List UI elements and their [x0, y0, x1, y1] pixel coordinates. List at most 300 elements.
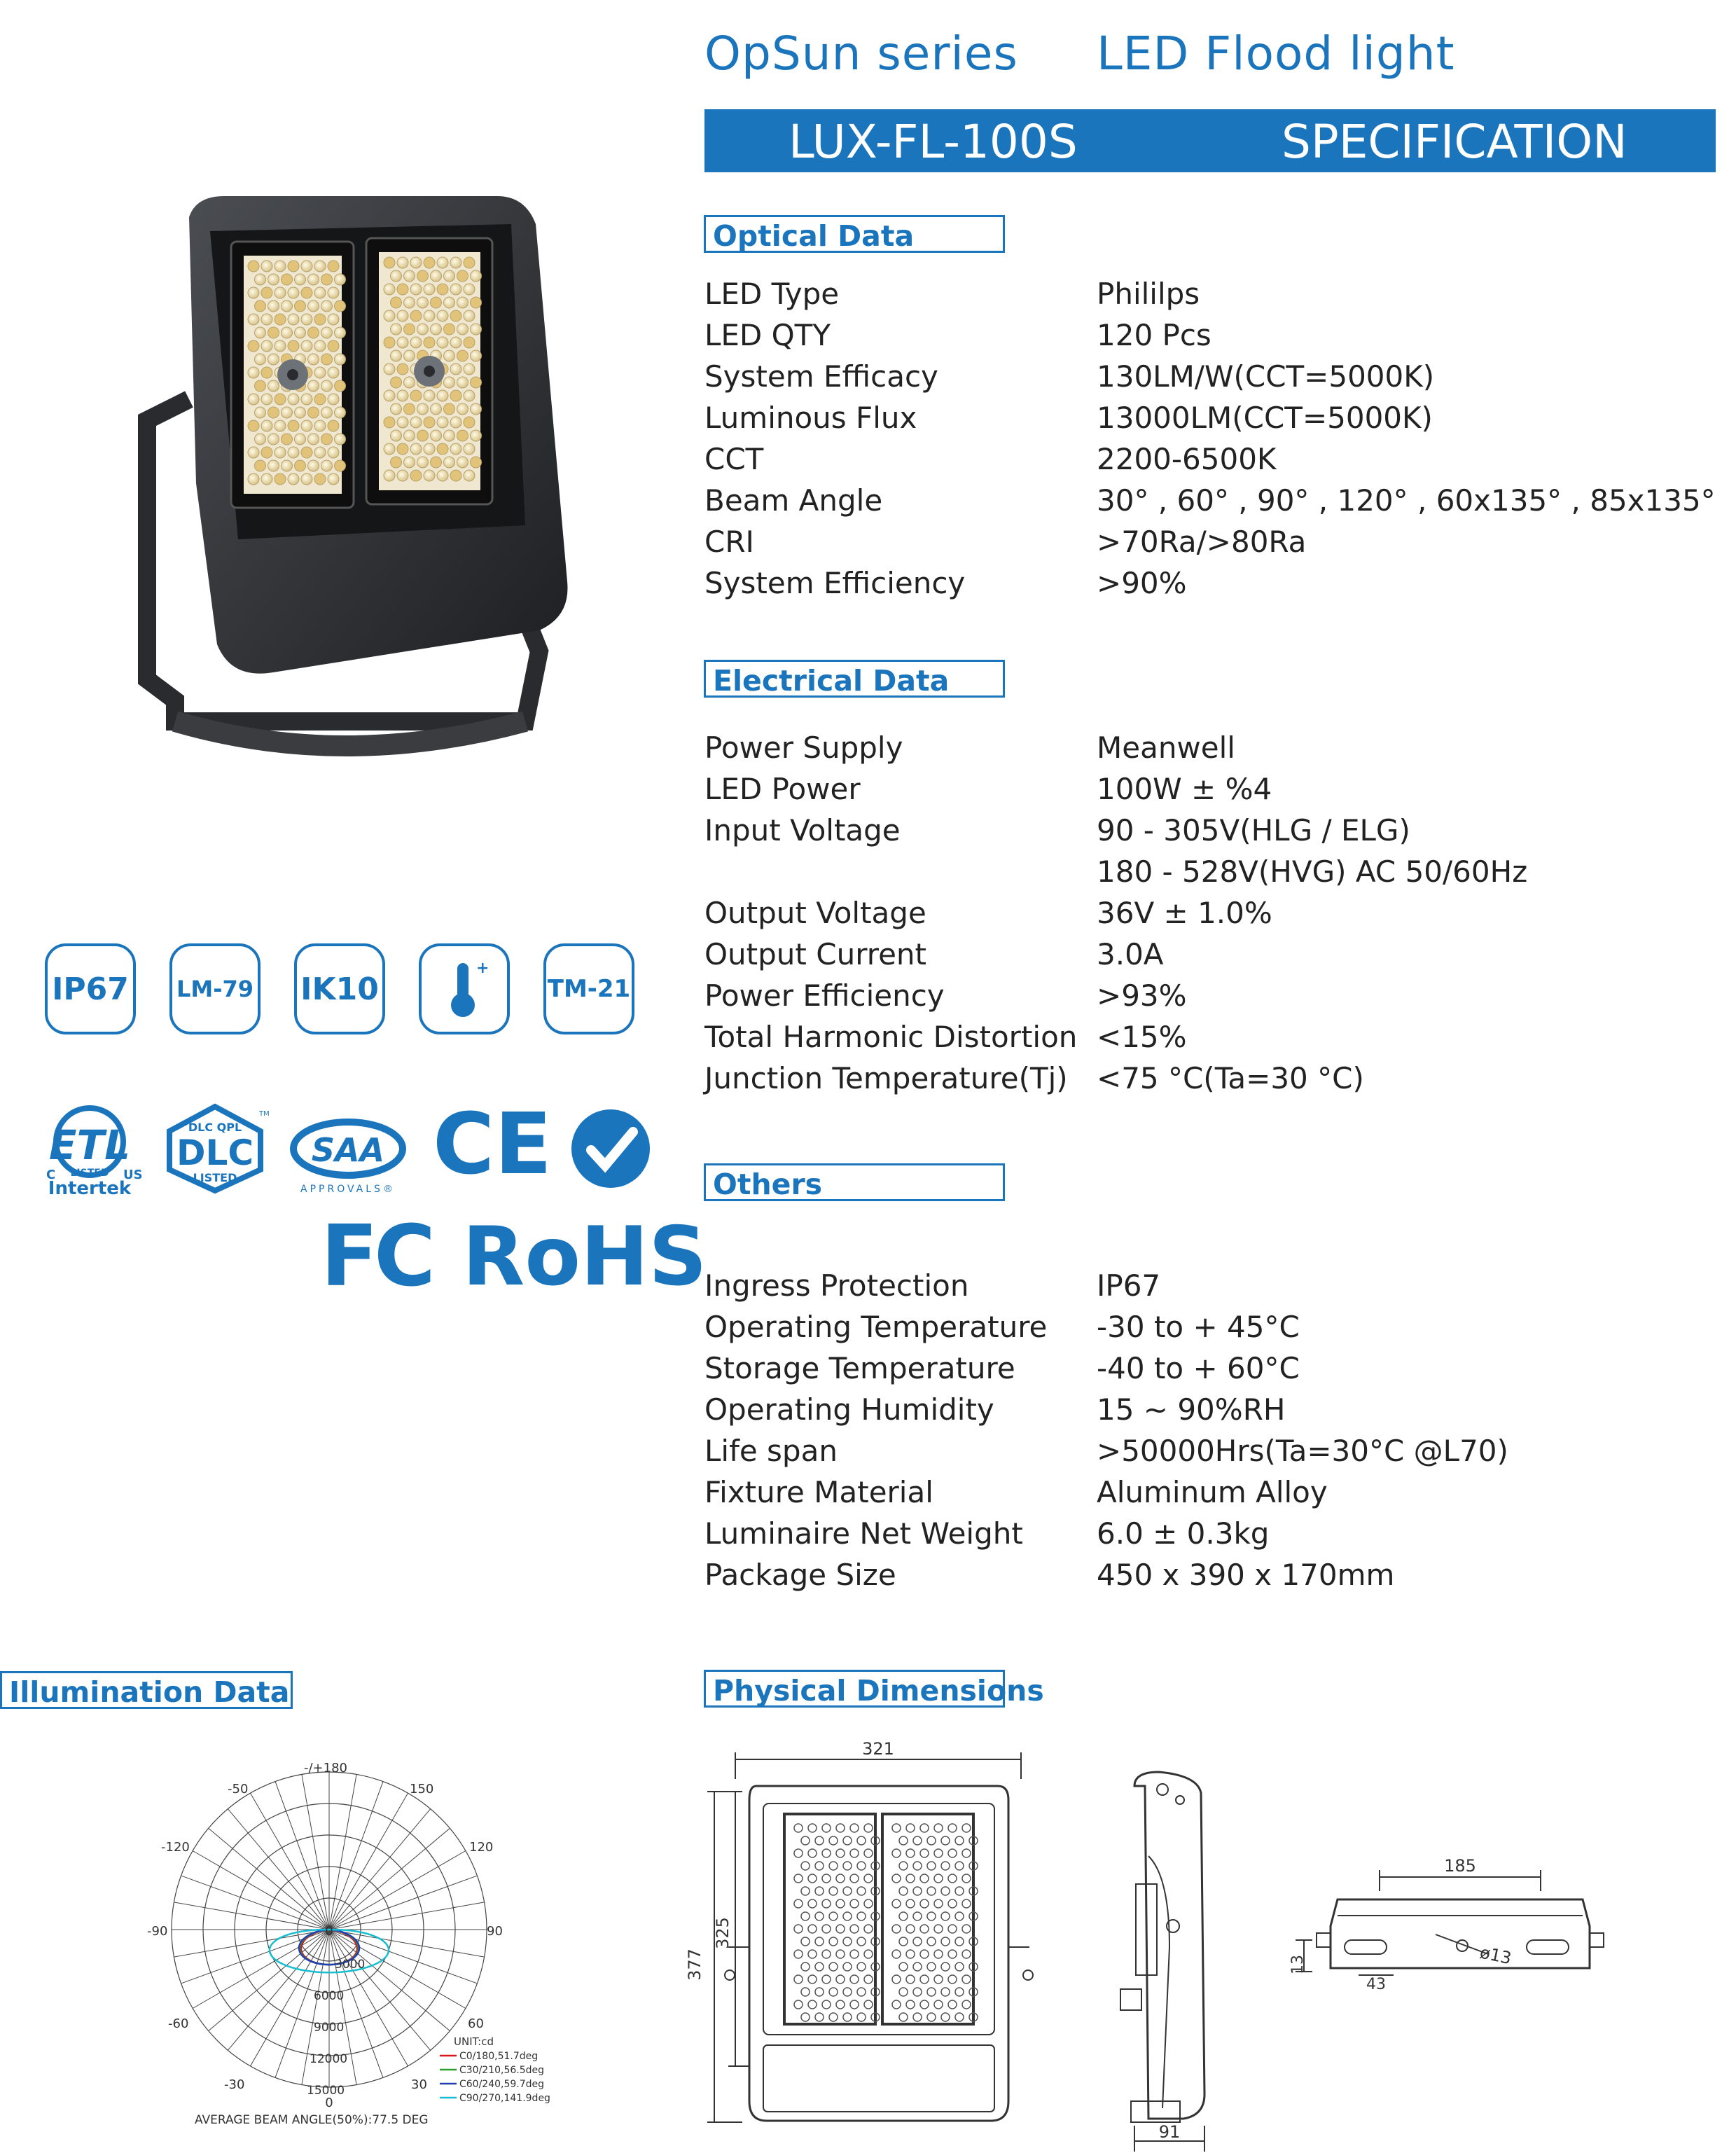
- led-chip: [282, 300, 293, 312]
- led-outline: [934, 1899, 943, 1908]
- led-outline: [906, 1925, 915, 1933]
- led-outline: [808, 1899, 817, 1908]
- spec-value: 6.0 ± 0.3kg: [1097, 1516, 1270, 1551]
- led-chip: [308, 327, 319, 338]
- legend-label: C60/240,59.7deg: [459, 2079, 545, 2090]
- led-chip: [391, 350, 402, 361]
- led-outline: [962, 1925, 971, 1933]
- spec-row: [704, 397, 1713, 438]
- led-outline: [906, 1975, 915, 1984]
- led-chip: [471, 403, 482, 415]
- led-outline: [934, 1824, 943, 1832]
- led-chip: [295, 327, 306, 338]
- spec-label: Ingress Protection: [704, 1268, 969, 1303]
- led-outline: [941, 1887, 950, 1895]
- led-outline: [913, 2013, 922, 2021]
- led-chip: [248, 420, 259, 431]
- led-chip: [301, 447, 312, 458]
- led-outline: [822, 1874, 831, 1883]
- led-chip: [457, 297, 468, 308]
- depth-dimension: 91: [1158, 2122, 1181, 2142]
- led-chip: [464, 417, 475, 428]
- led-chip: [295, 434, 306, 445]
- led-outline: [927, 1887, 936, 1895]
- led-outline: [815, 1836, 824, 1845]
- led-outline: [934, 1849, 943, 1857]
- spec-value: 120 Pcs: [1097, 318, 1211, 352]
- spec-label: CCT: [704, 442, 764, 476]
- led-chip: [384, 443, 395, 455]
- led-outline: [857, 1912, 866, 1920]
- led-chip: [282, 407, 293, 418]
- width-dimension: 321: [862, 1739, 894, 1759]
- led-chip: [391, 377, 402, 388]
- led-outline: [801, 1988, 810, 1996]
- led-chip: [437, 284, 448, 295]
- angle-label: 0: [325, 1924, 333, 1939]
- spec-row: [704, 727, 1713, 768]
- led-chip: [410, 284, 422, 295]
- led-chip: [437, 390, 448, 401]
- led-chip: [397, 390, 408, 401]
- angle-label: -120: [161, 1840, 190, 1855]
- spec-value: <15%: [1097, 1020, 1187, 1054]
- led-chip: [404, 457, 415, 468]
- led-outline: [808, 1975, 817, 1984]
- led-chip: [261, 367, 272, 378]
- led-chip: [275, 340, 286, 352]
- spec-row: [704, 1306, 1713, 1348]
- led-outline: [836, 1849, 845, 1857]
- led-chip: [404, 403, 415, 415]
- led-outline: [955, 1962, 964, 1971]
- led-outline: [899, 2013, 908, 2021]
- spec-row: [704, 1472, 1713, 1513]
- led-outline: [899, 1962, 908, 1971]
- led-outline: [836, 1899, 845, 1908]
- led-chip: [391, 297, 402, 308]
- svg-text:TM: TM: [259, 1110, 270, 1118]
- led-chip: [248, 394, 259, 405]
- led-chip: [314, 473, 326, 485]
- led-chip: [268, 354, 279, 365]
- led-outline: [808, 1950, 817, 1958]
- led-chip: [314, 367, 326, 378]
- led-chip: [410, 390, 422, 401]
- led-chip: [397, 310, 408, 321]
- led-chip: [391, 270, 402, 282]
- led-chip: [321, 327, 333, 338]
- led-outline: [920, 1975, 929, 1984]
- led-chip: [248, 287, 259, 298]
- led-chip: [397, 337, 408, 348]
- led-chip: [391, 324, 402, 335]
- product-image: [133, 189, 581, 770]
- led-outline: [808, 1849, 817, 1857]
- led-chip: [464, 337, 475, 348]
- spec-row: [704, 1348, 1713, 1389]
- led-chip: [457, 324, 468, 335]
- led-chip: [288, 287, 299, 298]
- radial-label: 15000: [307, 2084, 345, 2098]
- led-outline: [955, 1862, 964, 1870]
- led-outline: [913, 1887, 922, 1895]
- led-chip: [450, 364, 461, 375]
- led-outline: [927, 2013, 936, 2021]
- led-chip: [248, 473, 259, 485]
- led-outline: [815, 1988, 824, 1996]
- led-outline: [808, 1824, 817, 1832]
- led-outline: [962, 2000, 971, 2009]
- unit-label: UNIT:cd: [454, 2035, 494, 2048]
- led-chip: [464, 443, 475, 455]
- led-chip: [444, 350, 455, 361]
- led-chip: [417, 270, 429, 282]
- led-chip: [450, 390, 461, 401]
- led-outline: [829, 1836, 838, 1845]
- led-outline: [822, 1849, 831, 1857]
- led-outline: [906, 1849, 915, 1857]
- led-chip: [335, 460, 346, 471]
- spec-row: [704, 1058, 1713, 1099]
- led-chip: [410, 310, 422, 321]
- led-chip: [268, 300, 279, 312]
- led-outline: [808, 2000, 817, 2009]
- led-chip: [404, 324, 415, 335]
- slot-dimension: 13: [1289, 1955, 1307, 1974]
- led-outline: [864, 1899, 873, 1908]
- spec-value: Phililps: [1097, 277, 1200, 311]
- polar-candela-diagram: [140, 1751, 574, 2143]
- spec-value: 130LM/W(CCT=5000K): [1097, 359, 1435, 394]
- led-outline: [794, 1975, 803, 1984]
- led-chip: [255, 380, 266, 392]
- led-chip: [431, 324, 442, 335]
- spec-label: Total Harmonic Distortion: [704, 1020, 1078, 1054]
- led-outline: [843, 1862, 852, 1870]
- angle-label: -30: [224, 2077, 245, 2092]
- led-chip: [314, 287, 326, 298]
- led-chip: [248, 367, 259, 378]
- led-chip: [391, 403, 402, 415]
- led-chip: [384, 257, 395, 268]
- svg-text:Intertek: Intertek: [48, 1178, 132, 1199]
- led-outline: [850, 1849, 859, 1857]
- led-outline: [899, 1887, 908, 1895]
- led-chip: [444, 377, 455, 388]
- led-chip: [335, 354, 346, 365]
- others-heading: Others: [704, 1163, 1005, 1201]
- led-outline: [864, 1849, 873, 1857]
- led-chip: [288, 447, 299, 458]
- led-chip: [431, 457, 442, 468]
- led-outline: [948, 1874, 957, 1883]
- led-chip: [248, 447, 259, 458]
- led-chip: [268, 274, 279, 285]
- led-chip: [255, 434, 266, 445]
- led-chip: [431, 297, 442, 308]
- led-outline: [927, 1912, 936, 1920]
- led-chip: [424, 284, 435, 295]
- led-chip: [431, 403, 442, 415]
- led-outline: [864, 1950, 873, 1958]
- led-chip: [301, 314, 312, 325]
- illumination-data-heading: Illumination Data: [0, 1671, 293, 1709]
- etl-listed-logo: [41, 1103, 143, 1201]
- led-chip: [335, 327, 346, 338]
- spec-row: [704, 934, 1713, 975]
- led-chip: [314, 261, 326, 272]
- thermometer-icon: [440, 957, 489, 1020]
- spec-value: 3.0A: [1097, 937, 1164, 971]
- svg-text:US: US: [123, 1168, 143, 1182]
- led-chip: [255, 300, 266, 312]
- led-chip: [450, 417, 461, 428]
- led-outline: [864, 1824, 873, 1832]
- led-chip: [248, 340, 259, 352]
- led-chip: [335, 274, 346, 285]
- led-chip: [397, 284, 408, 295]
- led-outline: [836, 2000, 845, 2009]
- led-chip: [282, 274, 293, 285]
- angle-label: -50: [228, 1782, 249, 1797]
- spec-value: -30 to + 45°C: [1097, 1310, 1300, 1344]
- led-chip: [391, 457, 402, 468]
- led-chip: [295, 460, 306, 471]
- led-outline: [801, 1912, 810, 1920]
- led-outline: [962, 1975, 971, 1984]
- led-outline: [955, 1912, 964, 1920]
- spec-label: Operating Temperature: [704, 1310, 1048, 1344]
- spec-value: 100W ± %4: [1097, 772, 1272, 806]
- led-outline: [850, 1874, 859, 1883]
- led-chip: [464, 390, 475, 401]
- led-outline: [941, 1836, 950, 1845]
- led-chip: [301, 340, 312, 352]
- led-outline: [829, 1937, 838, 1946]
- led-chip: [417, 403, 429, 415]
- led-chip: [261, 394, 272, 405]
- svg-text:SAA: SAA: [311, 1131, 385, 1169]
- led-chip: [471, 297, 482, 308]
- led-chip: [424, 257, 435, 268]
- led-outline: [836, 1925, 845, 1933]
- led-chip: [261, 340, 272, 352]
- led-chip: [397, 257, 408, 268]
- led-chip: [295, 300, 306, 312]
- spec-row: [704, 521, 1713, 562]
- led-outline: [850, 1925, 859, 1933]
- led-outline: [955, 1836, 964, 1845]
- led-chip: [308, 274, 319, 285]
- led-chip: [437, 257, 448, 268]
- spec-value: 13000LM(CCT=5000K): [1097, 401, 1433, 435]
- led-chip: [328, 314, 339, 325]
- led-outline: [927, 1988, 936, 1996]
- led-chip: [335, 300, 346, 312]
- ip67-badge: IP67: [45, 943, 136, 1034]
- led-outline: [934, 1925, 943, 1933]
- spec-value: 36V ± 1.0%: [1097, 896, 1272, 930]
- led-chip: [457, 377, 468, 388]
- led-chip: [464, 284, 475, 295]
- led-chip: [424, 390, 435, 401]
- led-chip: [424, 417, 435, 428]
- led-chip: [410, 337, 422, 348]
- svg-text:ETL: ETL: [48, 1121, 131, 1169]
- spec-row: [704, 1513, 1713, 1554]
- led-outline: [913, 1836, 922, 1845]
- led-outline: [913, 1962, 922, 1971]
- angle-label: 60: [468, 2016, 484, 2031]
- led-outline: [927, 1862, 936, 1870]
- led-chip: [404, 377, 415, 388]
- led-chip: [437, 417, 448, 428]
- spec-label: Package Size: [704, 1558, 896, 1592]
- led-chip: [261, 420, 272, 431]
- spec-value: 30° , 60° , 90° , 120° , 60x135° , 85x135°: [1097, 483, 1716, 518]
- led-outline: [829, 1912, 838, 1920]
- spec-value: 2200-6500K: [1097, 442, 1277, 476]
- led-chip: [431, 430, 442, 441]
- led-chip: [410, 443, 422, 455]
- led-chip: [437, 337, 448, 348]
- led-chip: [417, 324, 429, 335]
- led-chip: [321, 380, 333, 392]
- led-chip: [301, 420, 312, 431]
- led-chip: [450, 443, 461, 455]
- spec-label: SPECIFICATION: [1282, 115, 1627, 169]
- hole-dimension: ø13: [1478, 1942, 1513, 1969]
- led-outline: [850, 1950, 859, 1958]
- led-outline: [934, 1975, 943, 1984]
- led-chip: [261, 447, 272, 458]
- physical-dimensions-heading: Physical Dimensions: [704, 1670, 1005, 1708]
- led-outline: [934, 1950, 943, 1958]
- spec-banner: [704, 109, 1716, 172]
- led-chip: [404, 297, 415, 308]
- led-chip: [444, 270, 455, 282]
- led-chip: [417, 297, 429, 308]
- led-outline: [948, 1899, 957, 1908]
- led-chip: [268, 327, 279, 338]
- spec-row: [704, 975, 1713, 1016]
- led-outline: [955, 1988, 964, 1996]
- led-chip: [255, 460, 266, 471]
- led-outline: [892, 1824, 901, 1832]
- led-outline: [913, 1862, 922, 1870]
- spec-row: [704, 768, 1713, 810]
- spec-label: LED QTY: [704, 318, 831, 352]
- led-outline: [843, 1988, 852, 1996]
- led-chip: [268, 434, 279, 445]
- led-outline: [906, 1874, 915, 1883]
- led-outline: [801, 1962, 810, 1971]
- led-outline: [920, 1950, 929, 1958]
- led-chip: [295, 407, 306, 418]
- led-chip: [328, 394, 339, 405]
- spec-label: Beam Angle: [704, 483, 883, 518]
- spec-value: 90 - 305V(HLG / ELG): [1097, 813, 1410, 847]
- legend-label: C30/210,56.5deg: [459, 2065, 545, 2076]
- led-chip: [261, 261, 272, 272]
- led-chip: [328, 473, 339, 485]
- led-chip: [404, 270, 415, 282]
- led-outline: [794, 1925, 803, 1933]
- led-outline: [815, 1887, 824, 1895]
- led-chip: [471, 457, 482, 468]
- led-outline: [829, 1962, 838, 1971]
- led-outline: [920, 1849, 929, 1857]
- led-chip: [384, 310, 395, 321]
- led-chip: [301, 287, 312, 298]
- led-chip: [424, 443, 435, 455]
- led-chip: [308, 407, 319, 418]
- led-chip: [268, 460, 279, 471]
- led-outline: [948, 1975, 957, 1984]
- led-chip: [275, 420, 286, 431]
- led-chip: [288, 420, 299, 431]
- led-outline: [892, 2000, 901, 2009]
- spec-label: Power Supply: [704, 731, 903, 765]
- led-chip: [328, 420, 339, 431]
- spec-value: 180 - 528V(HVG) AC 50/60Hz: [1097, 854, 1528, 889]
- led-outline: [948, 1824, 957, 1832]
- led-chip: [457, 457, 468, 468]
- led-outline: [920, 1874, 929, 1883]
- led-outline: [801, 1937, 810, 1946]
- spec-label: Fixture Material: [704, 1475, 933, 1509]
- led-chip: [471, 270, 482, 282]
- electrical-data-heading: Electrical Data: [704, 660, 1005, 698]
- led-outline: [899, 1988, 908, 1996]
- led-outline: [794, 1950, 803, 1958]
- angle-label: 90: [487, 1924, 503, 1939]
- tm21-badge: TM-21: [543, 943, 634, 1034]
- spec-row: [704, 810, 1713, 851]
- led-outline: [962, 1849, 971, 1857]
- led-outline: [948, 2000, 957, 2009]
- led-chip: [384, 337, 395, 348]
- led-chip: [314, 314, 326, 325]
- temperature-badge: [419, 943, 510, 1034]
- spec-label: System Efficacy: [704, 359, 938, 394]
- led-chip: [321, 460, 333, 471]
- led-chip: [464, 257, 475, 268]
- led-outline: [864, 1874, 873, 1883]
- height-dimension: 377: [685, 1948, 704, 1981]
- led-outline: [920, 1899, 929, 1908]
- led-outline: [920, 1925, 929, 1933]
- led-outline: [843, 1912, 852, 1920]
- led-chip: [301, 394, 312, 405]
- led-chip: [384, 417, 395, 428]
- led-chip: [404, 350, 415, 361]
- led-outline: [892, 1849, 901, 1857]
- led-outline: [864, 1925, 873, 1933]
- svg-text:LISTED: LISTED: [193, 1171, 237, 1184]
- average-beam-angle: AVERAGE BEAM ANGLE(50%):77.5 DEG: [195, 2113, 429, 2127]
- led-chip: [275, 261, 286, 272]
- led-chip: [457, 270, 468, 282]
- fcc-logo: FC: [321, 1208, 432, 1306]
- led-outline: [836, 1975, 845, 1984]
- svg-text:LISTED: LISTED: [70, 1168, 109, 1179]
- spec-value: 450 x 390 x 170mm: [1097, 1558, 1395, 1592]
- led-chip: [295, 274, 306, 285]
- led-chip: [464, 364, 475, 375]
- led-outline: [941, 2013, 950, 2021]
